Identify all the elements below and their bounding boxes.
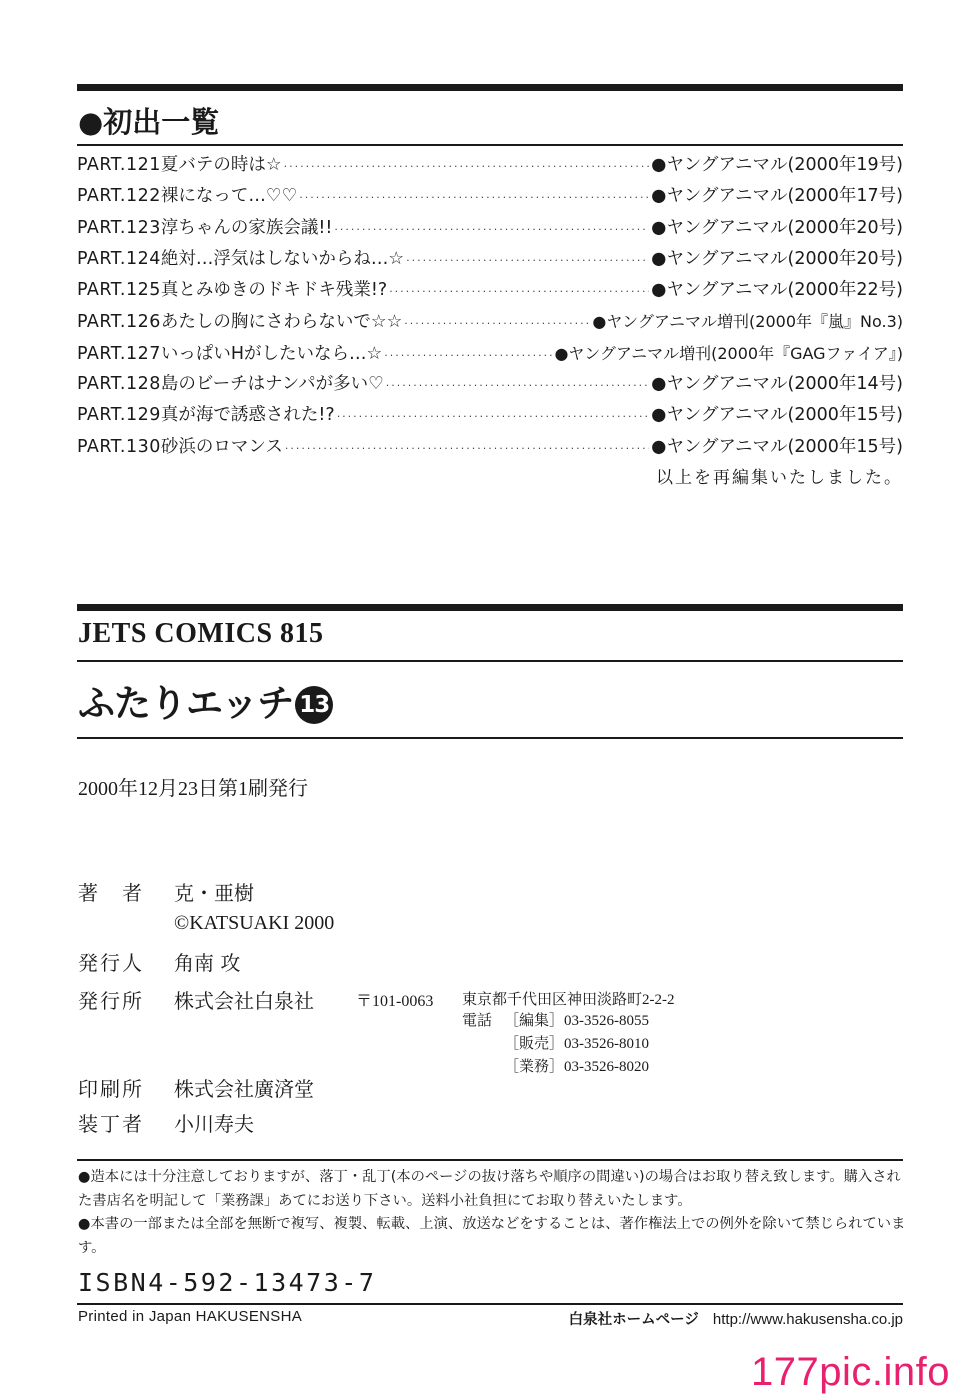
author-name: 克・亜樹 [174, 881, 254, 905]
list-item [77, 181, 903, 212]
list-item [77, 306, 903, 337]
notes-rule [77, 1159, 903, 1161]
issuer-name: 角南 攻 [174, 951, 241, 975]
part-number: PART.128 [77, 374, 161, 395]
replacement-note: ●造本には十分注意しておりますが、落丁・乱丁(本のページの抜け落ちや順序の間違い)の場合はお取り替え致します。購入された書店名を明記して「業務課」あてにお送り下さい。送料小社負担にてお取り替えいたします。 [78, 1169, 901, 1209]
leader-dots [337, 401, 649, 432]
chapter-title: 夏バテの時は☆ [160, 155, 282, 175]
section-title: ●初出一覧 [78, 105, 220, 139]
title-rule [77, 737, 903, 739]
first-appearance-list [77, 150, 903, 463]
publication-date: 2000年12月23日第1刷発行 [78, 778, 308, 800]
part-number: PART.130 [77, 436, 161, 457]
part-number: PART.123 [77, 217, 161, 238]
list-item [77, 244, 903, 275]
part-number: PART.125 [77, 280, 161, 301]
leader-dots [386, 370, 649, 401]
part-number: PART.122 [77, 186, 161, 207]
chapter-title: 砂浜のロマンス [160, 436, 283, 457]
homepage-url: http://www.hakusensha.co.jp [712, 1311, 903, 1328]
chapter-title: いっぱいHがしたいなら…☆ [160, 343, 383, 364]
closing-note: 以上を再編集いたしました。 [656, 468, 903, 488]
book-title-text: ふたりエッチ [78, 682, 294, 725]
chapter-title: 裸になって…♡♡ [160, 186, 298, 207]
isbn: ISBN4-592-13473-7 [78, 1268, 377, 1297]
printer-name: 株式会社廣済堂 [174, 1077, 314, 1101]
phone-sales: ［販売］03-3526-8010 [504, 1036, 649, 1052]
isbn-rule [77, 1303, 903, 1305]
leader-dots [299, 182, 649, 213]
issuer-label: 発行人 [78, 951, 144, 975]
leader-dots [384, 340, 552, 371]
source-magazine: ●ヤングアニマル(2000年14号) [651, 374, 903, 395]
leader-dots [404, 308, 590, 339]
volume-number-badge: 13 [295, 686, 333, 724]
list-item [77, 338, 903, 369]
leader-dots [284, 151, 650, 182]
designer-name: 小川寿夫 [174, 1112, 254, 1136]
phone-editorial: ［編集］03-3526-8055 [504, 1013, 649, 1029]
book-title [78, 673, 333, 727]
list-item [77, 150, 903, 181]
source-magazine: ●ヤングアニマル(2000年20号) [651, 248, 903, 269]
source-magazine: ●ヤングアニマル増刊(2000年『嵐』No.3) [592, 312, 903, 332]
part-number: PART.124 [77, 248, 161, 269]
source-magazine: ●ヤングアニマル増刊(2000年『GAGファイア』) [554, 343, 903, 363]
phone-operations: ［業務］03-3526-8020 [504, 1059, 649, 1075]
list-item [77, 369, 903, 400]
source-magazine: ●ヤングアニマル(2000年20号) [651, 217, 903, 238]
homepage-label: 白泉社ホームページ [568, 1312, 699, 1328]
source-magazine: ●ヤングアニマル(2000年17号) [651, 186, 903, 207]
leader-dots [389, 276, 649, 307]
part-number: PART.121 [77, 155, 161, 175]
colophon-top-rule [77, 604, 903, 611]
chapter-title: 淳ちゃんの家族会議!! [160, 217, 333, 238]
part-number: PART.126 [77, 312, 161, 333]
printer-label: 印刷所 [78, 1077, 144, 1101]
chapter-title: 絶対…浮気はしないからね…☆ [160, 248, 405, 269]
imprint-rule [77, 660, 903, 662]
part-number: PART.129 [77, 405, 161, 426]
list-item [77, 275, 903, 306]
author-label: 著 者 [78, 881, 144, 905]
chapter-title: 島のビーチはナンパが多い♡ [160, 374, 384, 395]
leader-dots [334, 214, 649, 245]
list-item [77, 213, 903, 244]
source-magazine: ●ヤングアニマル(2000年19号) [651, 155, 903, 175]
chapter-title: 真とみゆきのドキドキ残業!? [160, 280, 388, 301]
chapter-title: 真が海で誘惑された!? [160, 405, 335, 426]
part-number: PART.127 [77, 343, 161, 364]
phone-label: 電話 [462, 1013, 493, 1029]
top-rule [77, 84, 903, 91]
list-item [77, 432, 903, 463]
publisher-name: 株式会社白泉社 [174, 989, 314, 1013]
leader-dots [285, 433, 649, 464]
list-item [77, 400, 903, 431]
leader-dots [406, 245, 649, 276]
postal-code: 〒101-0063 [356, 993, 434, 1010]
source-magazine: ●ヤングアニマル(2000年15号) [651, 436, 903, 457]
watermark: 177pic.info [751, 1350, 950, 1394]
source-magazine: ●ヤングアニマル(2000年15号) [651, 405, 903, 426]
imprint-label: JETS COMICS 815 [78, 618, 324, 649]
designer-label: 装丁者 [78, 1112, 144, 1136]
source-magazine: ●ヤングアニマル(2000年22号) [651, 280, 903, 301]
chapter-title: あたしの胸にさわらないで☆☆ [160, 312, 403, 333]
section-title-rule [77, 144, 903, 146]
publisher-homepage [569, 1308, 903, 1329]
publisher-label: 発行所 [78, 989, 144, 1013]
copyright-notice: ©KATSUAKI 2000 [174, 912, 335, 934]
legal-notes [78, 1166, 908, 1260]
publisher-address: 東京都千代田区神田淡路町2-2-2 [462, 992, 675, 1008]
copyright-note: ●本書の一部または全部を無断で複写、複製、転載、上演、放送などをすることは、著作権法上での例外を除いて禁じられています。 [78, 1216, 906, 1256]
printed-in: Printed in Japan HAKUSENSHA [78, 1308, 303, 1325]
